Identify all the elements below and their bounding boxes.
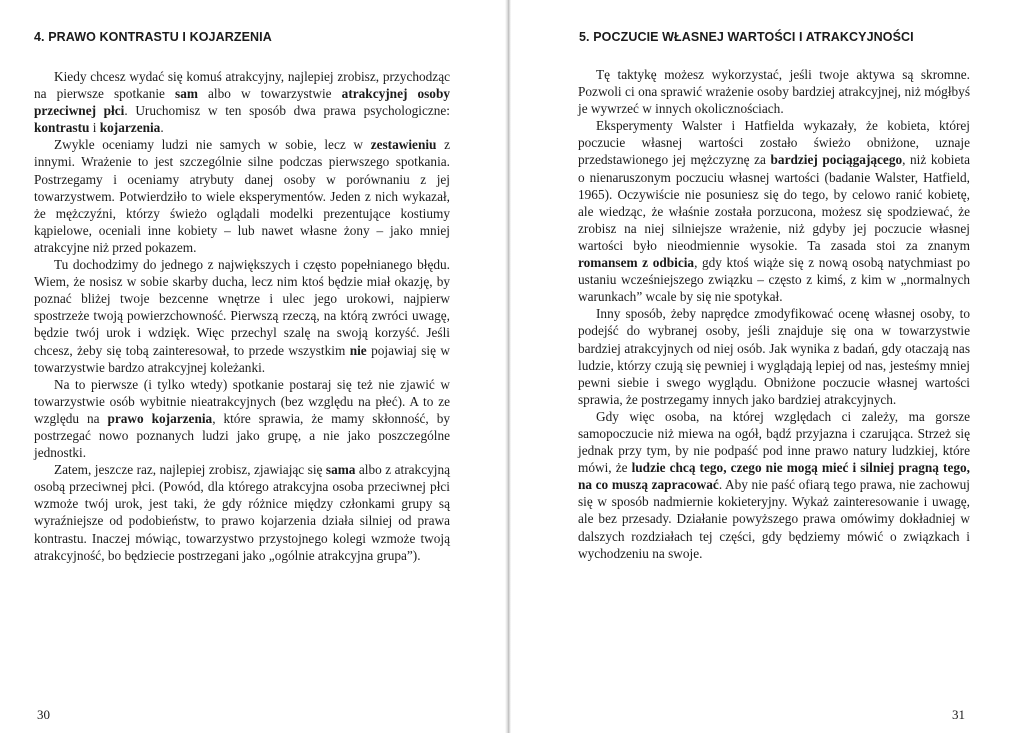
text-run: Inny sposób, żeby naprędce zmodyfikować ocenę własnej osoby, to podejść do wybranej osoby, jeśli znajduje się ona w towarzystwie bardziej atrakcyjnych od niej osób. Jak wynika z badań, gdy otaczają nas ludzie, którzy czują się pewniej i wyglądają lepiej od nas, jesteśmy mniej pewni siebie i swego wyglądu. Obniżone poczucie własnej wartości sprawia, że postrzegamy innych jako bardziej atrakcyjnych. bbox=[578, 306, 970, 407]
bold-text: nie bbox=[349, 342, 367, 358]
text-run: albo w towarzystwie bbox=[197, 86, 342, 102]
text-run: . Uruchomisz w ten sposób dwa prawa psychologiczne: bbox=[124, 103, 450, 119]
bold-text: sama bbox=[325, 462, 356, 478]
bold-text: sam bbox=[175, 86, 198, 102]
bold-text: zestawieniu bbox=[370, 137, 437, 153]
bold-text: prawo kojarzenia bbox=[107, 410, 213, 426]
paragraph bbox=[34, 136, 450, 256]
paragraph bbox=[578, 117, 970, 305]
text-run: , gdy ktoś wiąże się z nową osobą natychmiast po ustaniu wcześniejszego związku – często z kimś, z kim w „normalnych warunkach” wcale by się nie spotykał. bbox=[578, 255, 970, 305]
text-run: Zatem, jeszcze raz, najlepiej zrobisz, zjawiając się bbox=[54, 462, 326, 478]
text-run: Na to pierwsze (i tylko wtedy) spotkanie postaraj się też nie zjawić w towarzystwie osób wybitnie nieatrakcyjnych (bez względu na płeć). A to ze względu na bbox=[34, 376, 450, 426]
paragraph bbox=[578, 305, 970, 408]
chapter-heading-right: 5. POCZUCIE WŁASNEJ WARTOŚCI I ATRAKCYJNOŚCI bbox=[579, 30, 914, 44]
text-run: z innymi. Wrażenie to jest szczególnie silne podczas pierwszego spotkania. Postrzegamy i oceniamy atrybuty danej osoby w porównaniu z jej towarzystwem. Potwierdziło to wiele eksperymentów. Jeden z nich wykazał, że mężczyźni, którzy świeżo oglądali modelki prezentujące kostiumy kąpielowe, oceniali inne kobiety – lub nawet własne żony – jako mniej atrakcyjne niż przed pokazem. bbox=[34, 137, 450, 255]
paragraph bbox=[34, 461, 450, 564]
text-run: Zwykle oceniamy ludzi nie samych w sobie, lecz w bbox=[54, 137, 371, 153]
bold-text: kojarzenia bbox=[99, 120, 161, 136]
text-run: Tu dochodzimy do jednego z największych i często popełnianego błędu. Wiem, że nosisz w sobie skarby ducha, lecz nim ktoś będzie miał okazję, by poznać bliżej twoje bezcenne wnętrze i ulec jego urokowi, najpierw spostrzeże twoją powierzchowność. Pierwszą rzeczą, na którą zwróci uwagę, będzie twój urok i wdzięk. Więc przechyl szalę na swoją korzyść. Jeśli chcesz, żeby się tobą zainteresował, to przede wszystkim bbox=[34, 257, 450, 358]
text-run: albo z atrakcyjną osobą przeciwnej płci. (Powód, dla którego atrakcyjna osoba przeciwnej płci wzmoże twój urok, jest taki, że gdy różnice między członkami grupy są wyraźniejsze od podobieństw, to prawo kojarzenia działa silniej od prawa kontrastu. Inaczej mówiąc, towarzystwo przystojnego kolegi wzmoże twoją atrakcyjność, bo będziecie postrzegani jako „ogólnie atrakcyjna grupa”). bbox=[34, 462, 450, 563]
paragraph bbox=[578, 66, 970, 117]
text-run: Tę taktykę możesz wykorzystać, jeśli twoje aktywa są skromne. Pozwoli ci ona sprawić wrażenie osoby bardziej atrakcyjnej, niż mógłbyś je wywrzeć w innych okolicznościach. bbox=[578, 67, 970, 117]
right-page bbox=[509, 0, 1017, 733]
text-run: , które sprawia, że mamy skłonność, by postrzegać nowo poznanych ludzi jako grupę, a nie jako poszczególne jednostki. bbox=[34, 410, 450, 461]
body-text-left bbox=[34, 68, 450, 564]
page-number-right: 31 bbox=[952, 707, 965, 722]
text-run: pojawiaj się w towarzystwie bardzo atrakcyjnej koleżanki. bbox=[34, 342, 451, 375]
text-run: Gdy więc osoba, na której względach ci zależy, ma gorsze samopoczucie niż miewa na ogół, bądź przyjazna i czarująca. Strzeż się jednak przy tym, by nie podpaść pod inne prawo natury ludzkiej, które mówi, że bbox=[578, 408, 970, 476]
bold-text: bardziej pociągającego bbox=[770, 152, 903, 168]
text-run: . Aby nie paść ofiarą tego prawa, nie zachowuj się w sposób nadmiernie kokieteryjny. Wykaż zainteresowanie i uwagę, ale bez przesady. Działanie powyższego prawa omówimy dokładniej w dalszych rozdziałach tej części, gdy będziemy mówić o związkach i wychodzeniu na swoje. bbox=[578, 477, 970, 561]
bold-text: atrakcyjnej osoby przeciwnej płci bbox=[34, 86, 450, 119]
text-run: Kiedy chcesz wydać się komuś atrakcyjny, najlepiej zrobisz, przychodząc na pierwsze spotkanie bbox=[34, 69, 450, 102]
paragraph bbox=[34, 256, 450, 376]
paragraph bbox=[578, 408, 970, 562]
bold-text: romansem z odbicia bbox=[578, 255, 695, 271]
paragraph bbox=[34, 376, 450, 461]
left-page bbox=[0, 0, 508, 733]
paragraph bbox=[34, 68, 450, 136]
text-run: Eksperymenty Walster i Hatfielda wykazały, że kobieta, której poczucie własnej wartości zostało świeżo obniżone, uznaje przedstawionego jej mężczyznę za bbox=[578, 118, 970, 168]
body-text-right bbox=[578, 66, 970, 562]
text-run: i bbox=[89, 120, 100, 136]
text-run: , niż kobieta o nienaruszonym poczuciu własnej wartości (badanie Walster, Hatfield, 1965). Oczywiście nie posuniesz się do tego, by celowo ranić kobietę, ale wiedząc, że właśnie została porzucona, możesz się spodziewać, że zrobisz na niej silniejsze wrażenie, niż gdyby jej poczucie własnej wartości było nieodmiennie wysokie. Ta zasada stoi za znanym bbox=[578, 152, 970, 253]
chapter-heading-left: 4. PRAWO KONTRASTU I KOJARZENIA bbox=[34, 30, 272, 44]
page-number-left: 30 bbox=[37, 707, 50, 722]
bold-text: kontrastu bbox=[34, 120, 90, 136]
text-run: . bbox=[160, 120, 164, 136]
bold-text: ludzie chcą tego, czego nie mogą mieć i silniej pragną tego, na co muszą zapracować bbox=[578, 460, 970, 493]
